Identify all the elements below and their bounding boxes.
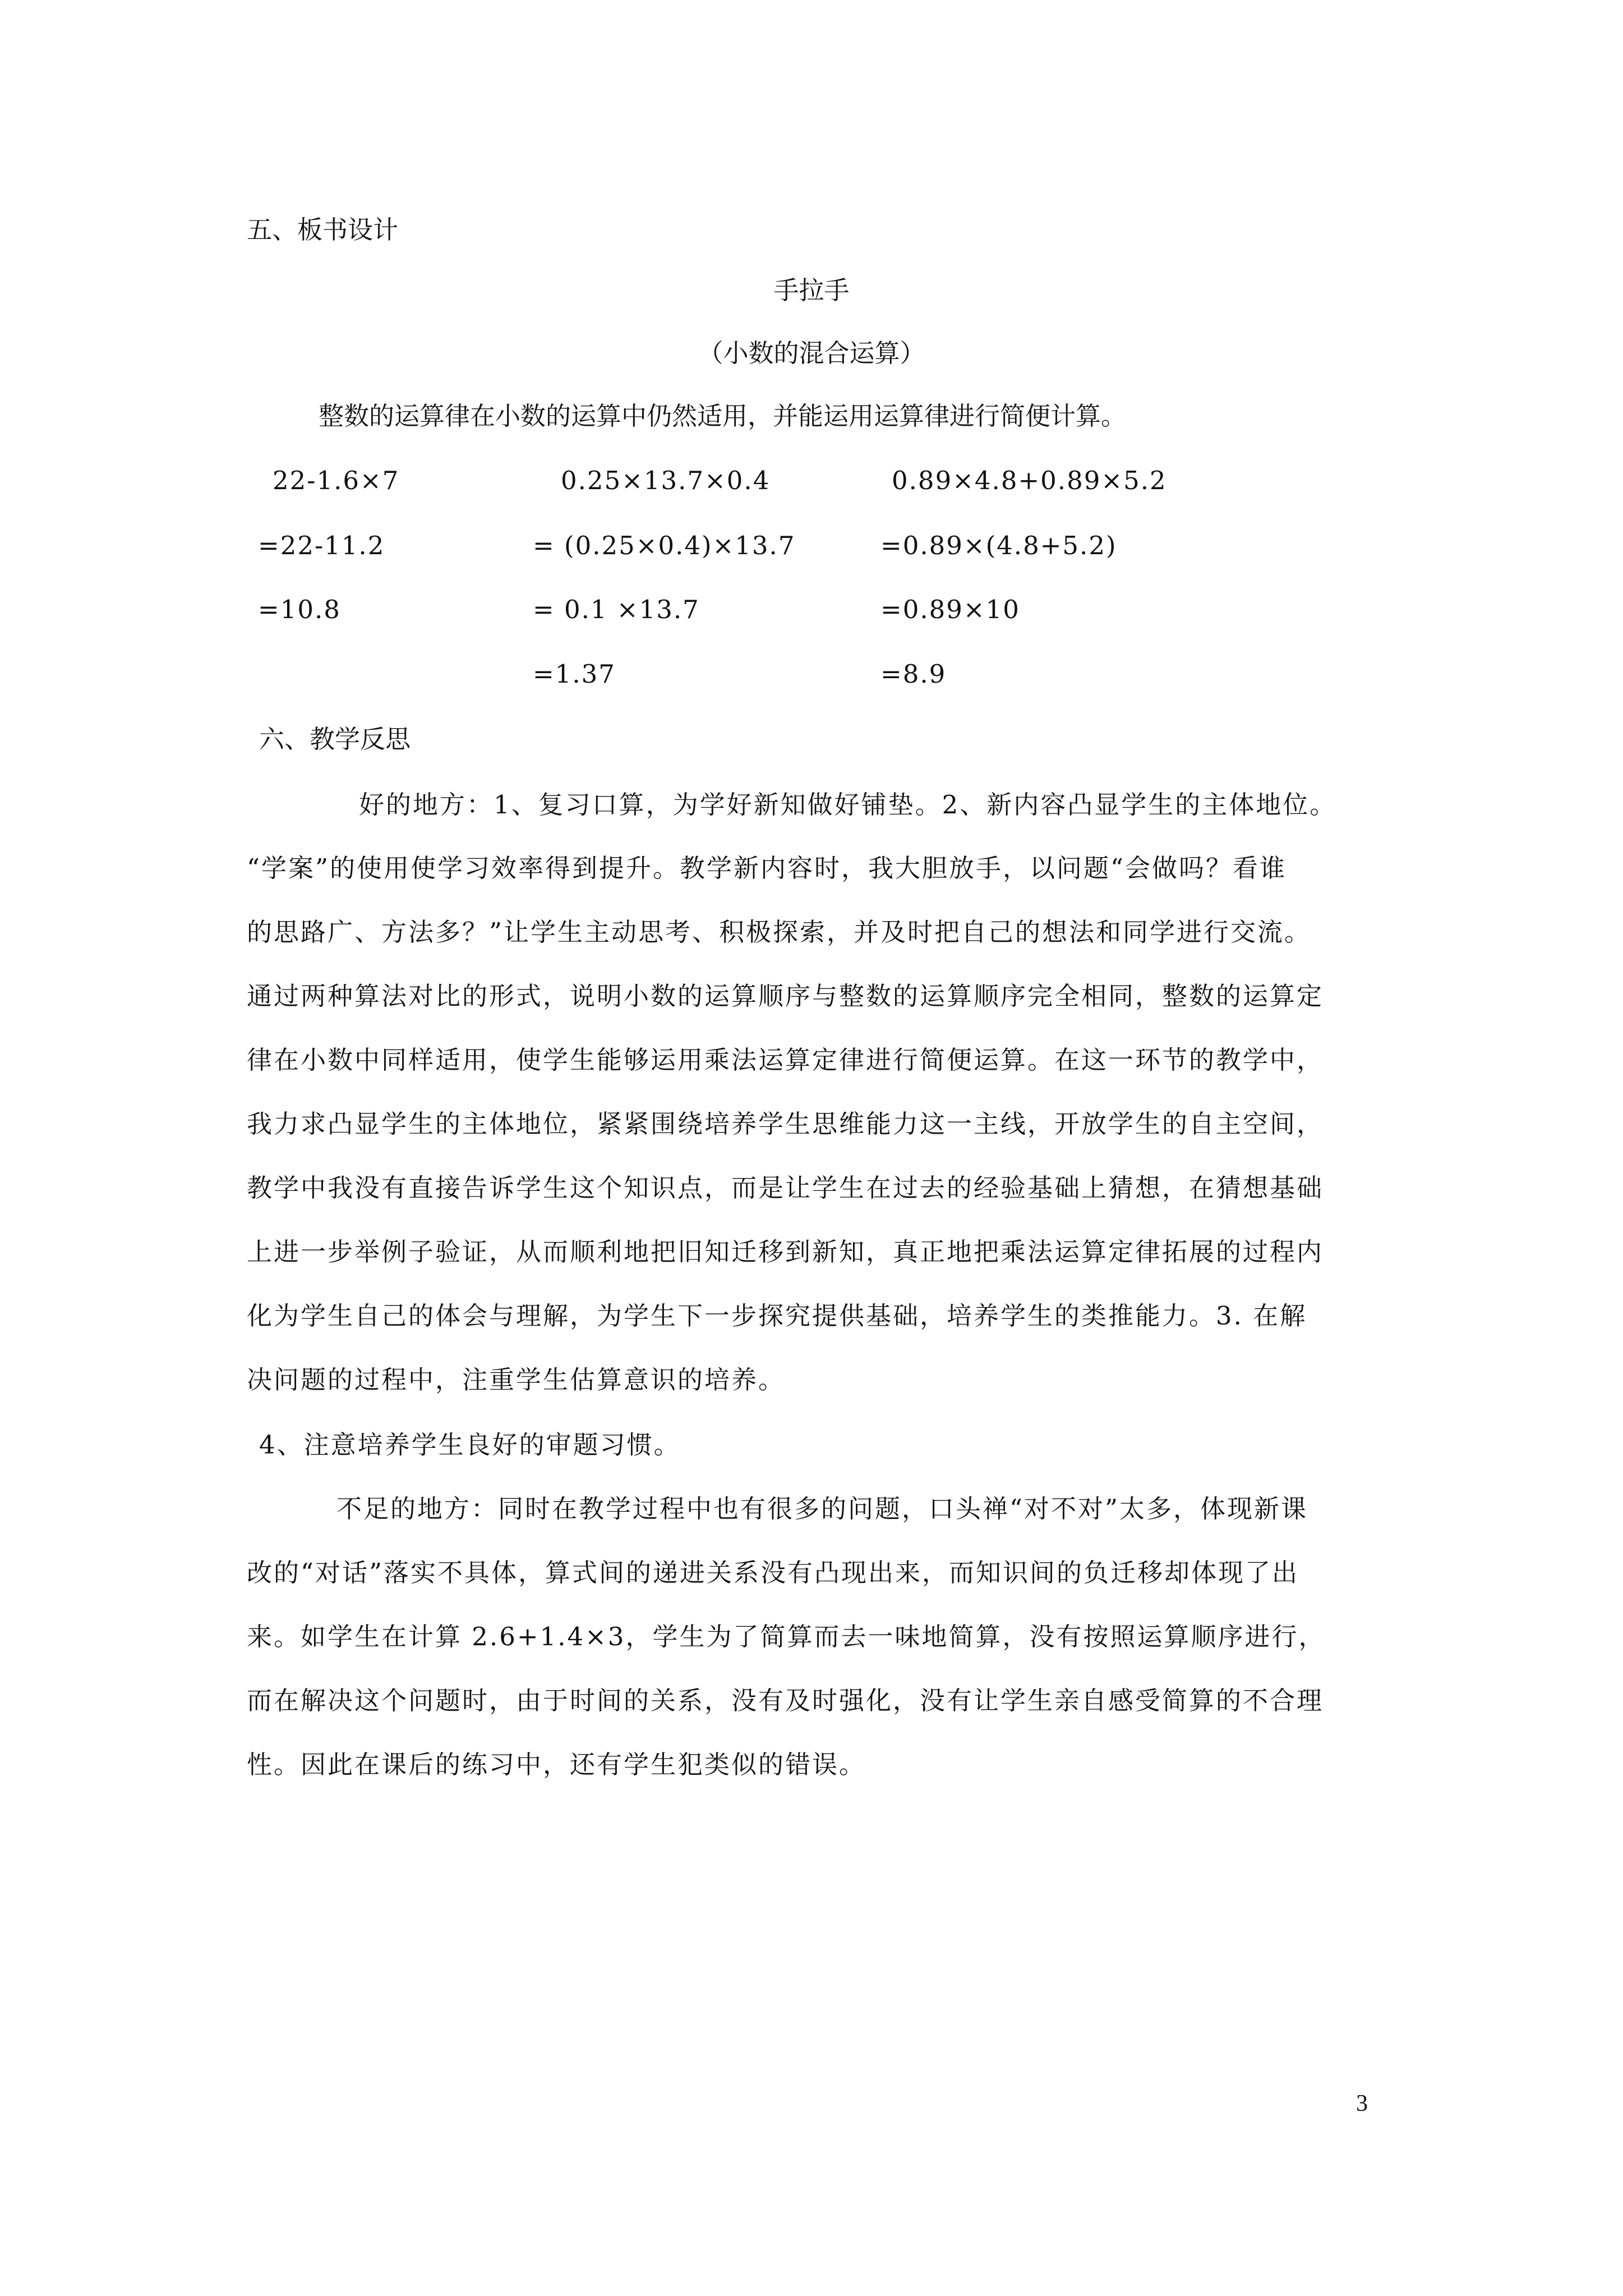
good-line-4: 通过两种算法对比的形式，说明小数的运算顺序与整数的运算顺序完全相同，整数的运算定 <box>247 981 1324 1011</box>
good-line-6: 我力求凸显学生的主体地位，紧紧围绕培养学生思维能力这一主线，开放学生的自主空间， <box>247 1109 1324 1139</box>
bad-line-4: 而在解决这个问题时，由于时间的关系，没有及时强化，没有让学生亲自感受简算的不合理 <box>247 1686 1324 1715</box>
calc1-line-2: =22-11.2 <box>258 531 385 560</box>
board-subtitle: （小数的混合运算） <box>698 338 925 368</box>
board-summary: 整数的运算律在小数的运算中仍然适用，并能运用运算律进行简便计算。 <box>319 401 1127 431</box>
good-line-2: “学案”的使用使学习效率得到提升。教学新内容时，我大胆放手，以问题“会做吗？看谁 <box>247 853 1287 883</box>
bad-line-1: 不足的地方：同时在教学过程中也有很多的问题，口头禅“对不对”太多，体现新课 <box>336 1494 1308 1524</box>
calc3-line-2: =0.89×(4.8+5.2) <box>880 531 1117 560</box>
board-title: 手拉手 <box>773 275 850 305</box>
bad-line-2: 改的“对话”落实不具体，算式间的递进关系没有凸现出来，而知识间的负迁移却体现了出 <box>247 1558 1299 1588</box>
good-line-7: 教学中我没有直接告诉学生这个知识点，而是让学生在过去的经验基础上猜想，在猜想基础 <box>247 1173 1324 1203</box>
calc2-line-2: = (0.25×0.4)×13.7 <box>533 531 796 560</box>
calc2-line-1: 0.25×13.7×0.4 <box>561 466 771 495</box>
calc3-line-3: =0.89×10 <box>880 595 1020 624</box>
bad-line-5: 性。因此在课后的练习中，还有学生犯类似的错误。 <box>247 1750 866 1779</box>
good-line-8: 上进一步举例子验证，从而顺利地把旧知迁移到新知，真正地把乘法运算定律拓展的过程内 <box>247 1237 1324 1267</box>
section-heading-board-design: 五、板书设计 <box>247 215 399 245</box>
good-line-10: 决问题的过程中，注重学生估算意识的培养。 <box>247 1365 786 1395</box>
calc1-line-1: 22-1.6×7 <box>273 466 400 495</box>
calc2-line-4: =1.37 <box>533 659 616 689</box>
section-heading-teaching-reflection: 六、教学反思 <box>259 724 411 754</box>
good-line-3: 的思路广、方法多？”让学生主动思考、积极探索，并及时把自己的想法和同学进行交流。 <box>247 917 1312 947</box>
calc2-line-3: = 0.1 ×13.7 <box>533 595 700 624</box>
page-number: 3 <box>1356 2091 1368 2116</box>
good-line-1: 好的地方：1、复习口算，为学好新知做好铺垫。2、新内容凸显学生的主体地位。 <box>359 790 1337 820</box>
calc1-line-3: =10.8 <box>258 595 341 624</box>
point-4: 4、注意培养学生良好的审题习惯。 <box>259 1430 681 1460</box>
good-line-5: 律在小数中同样适用，使学生能够运用乘法运算定律进行简便运算。在这一环节的教学中， <box>247 1045 1324 1075</box>
calc3-line-4: =8.9 <box>880 659 947 689</box>
bad-line-3: 来。如学生在计算 2.6+1.4×3，学生为了简算而去一味地简算，没有按照运算顺序进行， <box>247 1622 1326 1651</box>
good-line-9: 化为学生自己的体会与理解，为学生下一步探究提供基础，培养学生的类推能力。3. 在解 <box>247 1301 1307 1331</box>
calc3-line-1: 0.89×4.8+0.89×5.2 <box>892 466 1167 495</box>
